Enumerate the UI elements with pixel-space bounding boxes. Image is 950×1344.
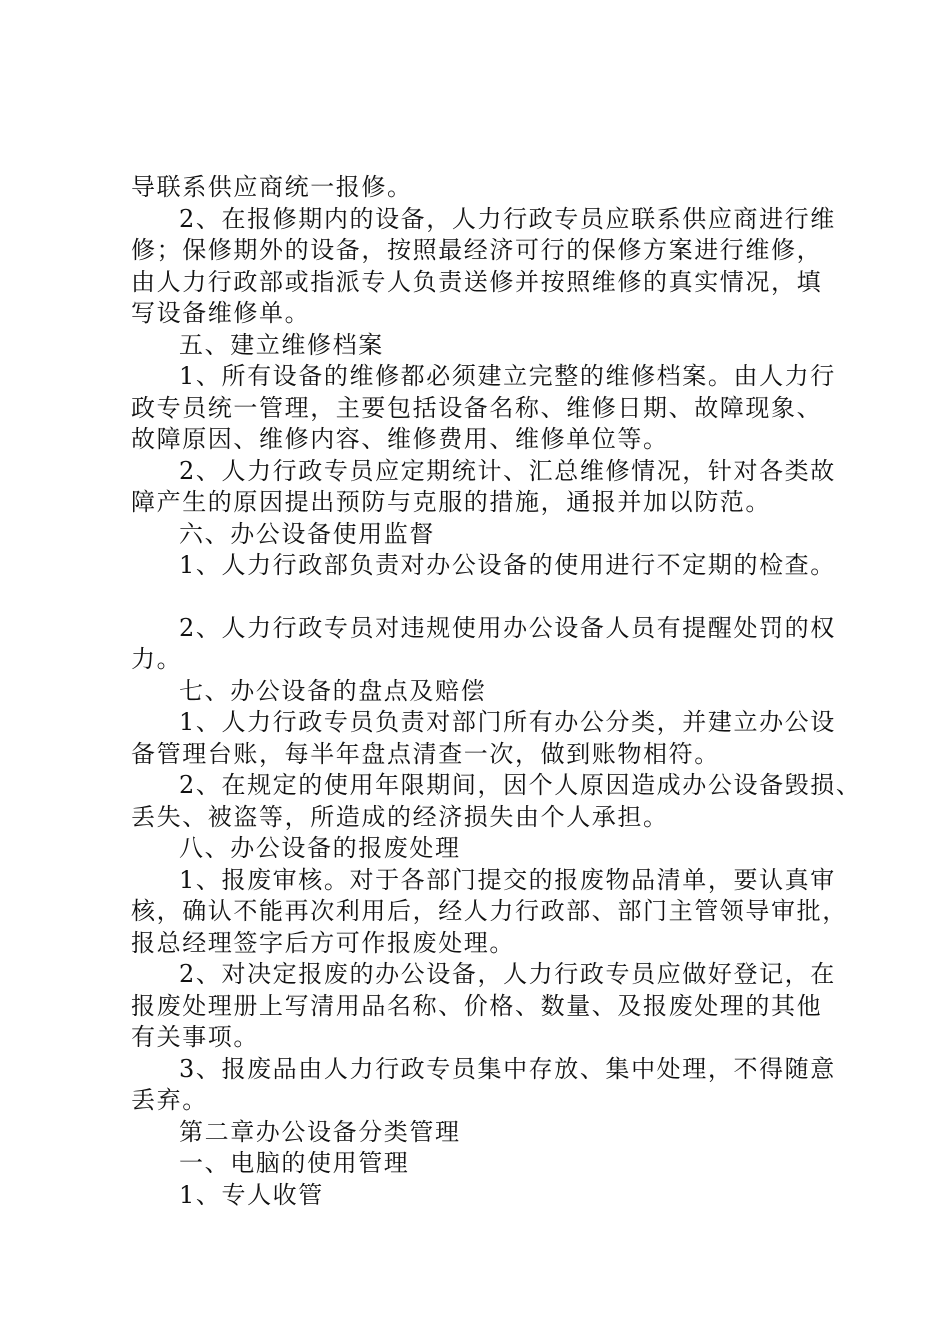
paragraph-line: 核，确认不能再次利用后，经人力行政部、部门主管领导审批， [131, 897, 848, 925]
paragraph-line: 有关事项。 [131, 1023, 259, 1051]
section-heading: 八、办公设备的报废处理 [179, 834, 461, 862]
paragraph-line: 故障原因、维修内容、维修费用、维修单位等。 [131, 425, 669, 453]
paragraph-line: 1、所有设备的维修都必须建立完整的维修档案。由人力行 [179, 362, 836, 390]
paragraph-line: 2、人力行政专员应定期统计、汇总维修情况，针对各类故 [179, 456, 836, 485]
paragraph-line: 2、在报修期内的设备，人力行政专员应联系供应商进行维 [179, 204, 836, 233]
section-heading: 五、建立维修档案 [179, 330, 384, 359]
paragraph-line: 报废处理册上写清用品名称、价格、数量、及报废处理的其他 [131, 991, 823, 1020]
chapter-heading: 第二章办公设备分类管理 [179, 1117, 461, 1146]
paragraph-line: 1、人力行政部负责对办公设备的使用进行不定期的检查。 [179, 551, 836, 579]
paragraph-line: 报总经理签字后方可作报废处理。 [131, 928, 515, 957]
document-body [131, 172, 862, 1211]
paragraph-line: 写设备维修单。 [131, 299, 311, 327]
paragraph-line: 由人力行政部或指派专人负责送修并按照维修的真实情况，填 [131, 267, 823, 296]
section-heading: 一、电脑的使用管理 [179, 1149, 410, 1177]
paragraph-line: 修；保修期外的设备，按照最经济可行的保修方案进行维修， [131, 236, 823, 264]
paragraph-line: 2、在规定的使用年限期间，因个人原因造成办公设备毁损、 [179, 771, 862, 799]
paragraph-line: 障产生的原因提出预防与克服的措施，通报并加以防范。 [131, 488, 771, 516]
paragraph-line: 1、专人收管 [179, 1180, 324, 1209]
section-heading: 七、办公设备的盘点及赔偿 [179, 676, 487, 705]
paragraph-line: 力。 [131, 645, 183, 673]
paragraph-line: 备管理台账，每半年盘点清查一次，做到账物相符。 [131, 739, 720, 768]
section-heading: 六、办公设备使用监督 [179, 519, 435, 548]
paragraph-line: 2、对决定报废的办公设备，人力行政专员应做好登记，在 [179, 960, 836, 988]
paragraph-line: 丢弃。 [131, 1086, 208, 1114]
paragraph-line: 丢失、被盗等，所造成的经济损失由个人承担。 [131, 802, 669, 831]
paragraph-line: 3、报废品由人力行政专员集中存放、集中处理，不得随意 [179, 1054, 836, 1083]
paragraph-line: 政专员统一管理，主要包括设备名称、维修日期、故障现象、 [131, 393, 823, 422]
paragraph-line: 导联系供应商统一报修。 [131, 173, 413, 201]
paragraph-line: 1、报废审核。对于各部门提交的报废物品清单，要认真审 [179, 865, 836, 894]
paragraph-line: 1、人力行政专员负责对部门所有办公分类，并建立办公设 [179, 708, 836, 736]
paragraph-line: 2、人力行政专员对违规使用办公设备人员有提醒处罚的权 [179, 613, 836, 642]
